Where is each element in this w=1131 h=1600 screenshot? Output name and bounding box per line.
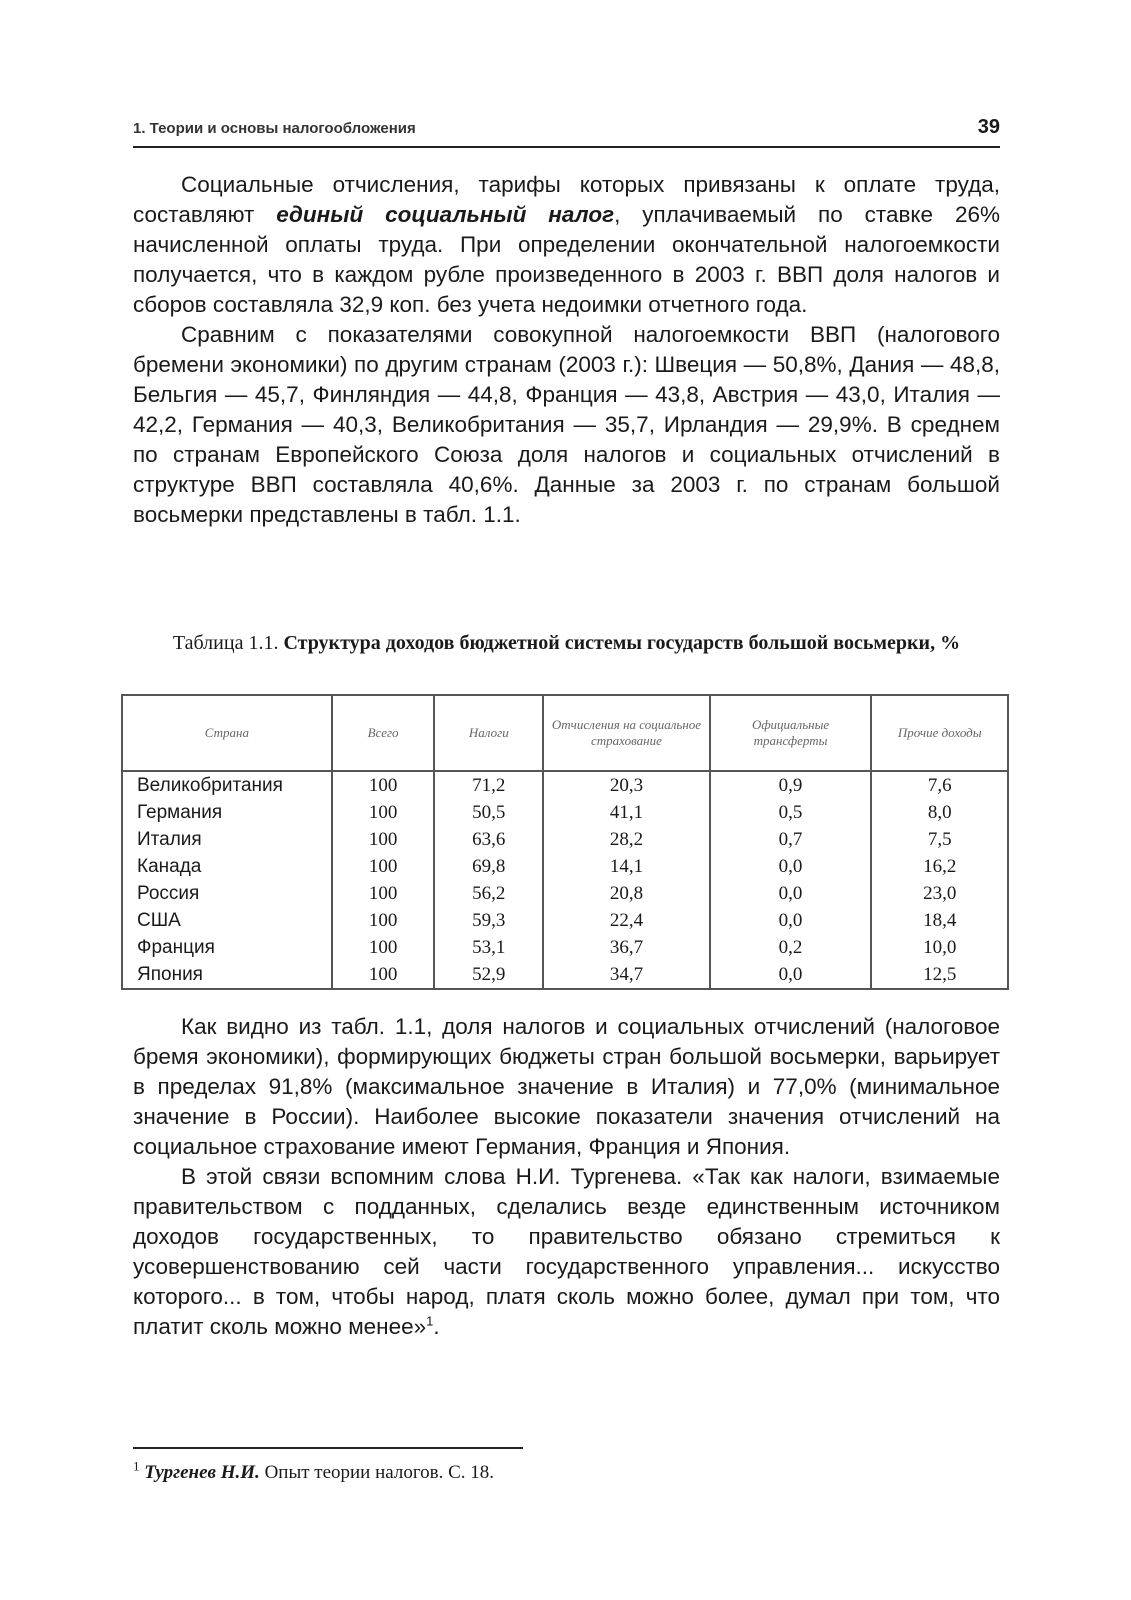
value-cell: 100 [332,880,435,907]
value-cell: 63,6 [434,826,543,853]
column-header: Отчисления на социальное страхование [543,695,710,771]
value-cell: 100 [332,826,435,853]
emphasis-term: единый социальный налог [276,202,615,227]
footnote-marker[interactable]: 1 [426,1313,434,1329]
value-cell: 0,9 [710,771,872,799]
value-cell: 10,0 [871,934,1008,961]
value-cell: 100 [332,853,435,880]
table-row [122,961,1008,989]
page-number: 39 [977,116,1000,138]
budget-structure-table [121,694,1009,990]
table-caption-title: Структура доходов бюджетной системы государств большой восьмерки, % [283,632,961,654]
value-cell: 100 [332,961,435,989]
table-row [122,907,1008,934]
value-cell: 0,0 [710,880,872,907]
value-cell: 100 [332,934,435,961]
value-cell: 100 [332,907,435,934]
value-cell: 52,9 [434,961,543,989]
table-header-row [122,695,1008,771]
value-cell: 71,2 [434,771,543,799]
value-cell: 0,7 [710,826,872,853]
country-cell: США [122,907,332,934]
value-cell: 0,2 [710,934,872,961]
footnote-number: 1 [133,1458,140,1474]
value-cell: 41,1 [543,799,710,826]
column-header: Всего [332,695,435,771]
footnote-author: Тургенев Н.И. [144,1462,260,1483]
table-row [122,934,1008,961]
text-block-bottom [133,1012,1000,1342]
table-caption [133,630,1000,656]
country-cell: Франция [122,934,332,961]
value-cell: 18,4 [871,907,1008,934]
value-cell: 100 [332,799,435,826]
section-title: 1. Теории и основы налогообложения [133,120,416,137]
value-cell: 0,5 [710,799,872,826]
country-cell: Германия [122,799,332,826]
text-block-top [133,170,1000,530]
value-cell: 16,2 [871,853,1008,880]
value-cell: 34,7 [543,961,710,989]
paragraph: В этой связи вспомним слова Н.И. Тургенева. «Так как налоги, взимаемые правительством с подданных, сделались везде единственным источником доходов государственных, то правительство обязано стремиться к усовершенствованию сей части государственного управления... искусство которого... в том, чтобы народ, платя сколь можно более, думал при том, что платит сколь можно менее»$^1$. [133,1164,1000,1339]
country-cell: Италия [122,826,332,853]
table-row [122,826,1008,853]
column-header: Официальные трансферты [710,695,872,771]
value-cell: 23,0 [871,880,1008,907]
value-cell: 100 [332,771,435,799]
value-cell: 20,3 [543,771,710,799]
value-cell: 0,0 [710,907,872,934]
table-row [122,771,1008,799]
value-cell: 0,0 [710,853,872,880]
running-header [133,116,1000,148]
table-row [122,880,1008,907]
country-cell: Канада [122,853,332,880]
value-cell: 69,8 [434,853,543,880]
value-cell: 14,1 [543,853,710,880]
value-cell: 12,5 [871,961,1008,989]
value-cell: 20,8 [543,880,710,907]
footnote-divider [133,1447,523,1449]
table-caption-prefix: Таблица 1.1. [172,632,279,654]
country-cell: Россия [122,880,332,907]
paragraph: Как видно из табл. 1.1, доля налогов и социальных отчислений (налоговое бремя экономики), формирующих бюджеты стран большой восьмерки, варьирует в пределах 91,8% (максимальное значение в Италия) и 77,0% (минимальное значение в России). Наиболее высокие показатели значения отчислений на социальное страхование имеют Германия, Франция и Япония. [133,1014,1000,1159]
value-cell: 53,1 [434,934,543,961]
table-row [122,853,1008,880]
value-cell: 8,0 [871,799,1008,826]
value-cell: 59,3 [434,907,543,934]
country-cell: Япония [122,961,332,989]
footnote-text: Опыт теории налогов. С. 18. [259,1462,495,1483]
value-cell: 28,2 [543,826,710,853]
value-cell: 56,2 [434,880,543,907]
paragraph: Сравним с показателями совокупной налогоемкости ВВП (налогового бремени экономики) по другим странам (2003 г.): Швеция — 50,8%, Дания — 48,8, Бельгия — 45,7, Финляндия — 44,8, Франция — 43,8, Австрия — 43,0, Италия — 42,2, Германия — 40,3, Великобритания — 35,7, Ирландия — 29,9%. В среднем по странам Европейского Союза доля налогов и социальных отчислений в структуре ВВП составляла 40,6%. Данные за 2003 г. по странам большой восьмерки представлены в табл. 1.1. [133,322,1000,527]
paragraph: Социальные отчисления, тарифы которых привязаны к оплате труда, составляют единый социальный налог, уплачиваемый по ставке 26% начисленной оплаты труда. При определении окончательной налогоемкости получается, что в каждом рубле произведенного в 2003 г. ВВП доля налогов и сборов составляла 32,9 коп. без учета недоимки отчетного года. [133,172,1000,317]
column-header: Страна [122,695,332,771]
column-header: Налоги [434,695,543,771]
value-cell: 7,6 [871,771,1008,799]
value-cell: 7,5 [871,826,1008,853]
value-cell: 36,7 [543,934,710,961]
table-row [122,799,1008,826]
country-cell: Великобритания [122,771,332,799]
value-cell: 0,0 [710,961,872,989]
footnote [133,1458,495,1484]
value-cell: 50,5 [434,799,543,826]
column-header: Прочие доходы [871,695,1008,771]
value-cell: 22,4 [543,907,710,934]
